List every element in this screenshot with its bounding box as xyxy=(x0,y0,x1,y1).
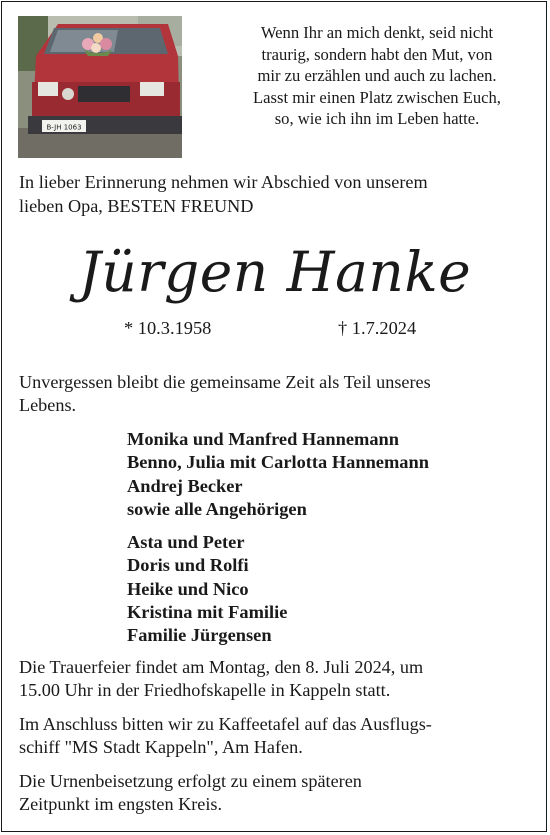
mourner-name: sowie alle Angehörigen xyxy=(127,498,307,519)
death-date: † 1.7.2024 xyxy=(338,318,417,338)
notice-line: Die Trauerfeier findet am Montag, den 8. Juli 2024, um xyxy=(19,657,424,677)
poem-line: Lasst mir einen Platz zwischen Euch, xyxy=(253,87,501,107)
reception-notice xyxy=(19,713,539,759)
mourner-name: Doris und Rolfi xyxy=(127,555,249,576)
mourner-name: Asta und Peter xyxy=(127,532,245,552)
notice-line: 15.00 Uhr in der Friedhofskapelle in Kappeln statt. xyxy=(19,680,391,700)
license-plate: B-JH 1063 xyxy=(46,123,82,132)
remembrance-line: Lebens. xyxy=(19,395,77,415)
funeral-notice xyxy=(19,656,539,702)
mourner-name: Kristina mit Familie xyxy=(127,601,288,622)
notice-line: schiff "MS Stadt Kappeln", Am Hafen. xyxy=(19,737,303,757)
burial-notice xyxy=(19,770,539,816)
intro-line: In lieber Erinnerung nehmen wir Abschied von unserem xyxy=(19,172,428,192)
poem-line: traurig, sondern habt den Mut, von xyxy=(261,44,493,64)
mourners-friends xyxy=(127,531,287,647)
notice-line: Die Urnenbeisetzung erfolgt zu einem späteren xyxy=(19,771,362,791)
mourner-name: Benno, Julia mit Carlotta Hannemann xyxy=(127,452,429,473)
mourner-name: Andrej Becker xyxy=(127,475,243,496)
intro-line: lieben Opa, BESTEN FREUND xyxy=(19,195,254,216)
notice-line: Im Anschluss bitten wir zu Kaffeetafel auf das Ausflugs- xyxy=(19,714,432,734)
remembrance-line: Unvergessen bleibt die gemeinsame Zeit als Teil unseres xyxy=(19,372,431,392)
notice-line: Zeitpunkt im engsten Kreis. xyxy=(19,794,223,814)
birth-date: * 10.3.1958 xyxy=(124,318,212,338)
poem xyxy=(222,22,532,130)
poem-line: mir zu erzählen und auch zu lachen. xyxy=(257,66,497,85)
mourner-name: Familie Jürgensen xyxy=(127,625,272,646)
mourners-family xyxy=(127,428,429,521)
mourner-name: Monika und Manfred Hannemann xyxy=(127,429,400,449)
van-photo xyxy=(18,16,182,158)
remembrance-text xyxy=(19,371,539,417)
poem-line: Wenn Ihr an mich denkt, seid nicht xyxy=(260,23,494,42)
deceased-name: Jürgen Hanke xyxy=(78,240,472,304)
poem-line: so, wie ich ihn im Leben hatte. xyxy=(274,109,480,128)
intro-text xyxy=(19,171,539,218)
mourner-name: Heike und Nico xyxy=(127,578,249,599)
